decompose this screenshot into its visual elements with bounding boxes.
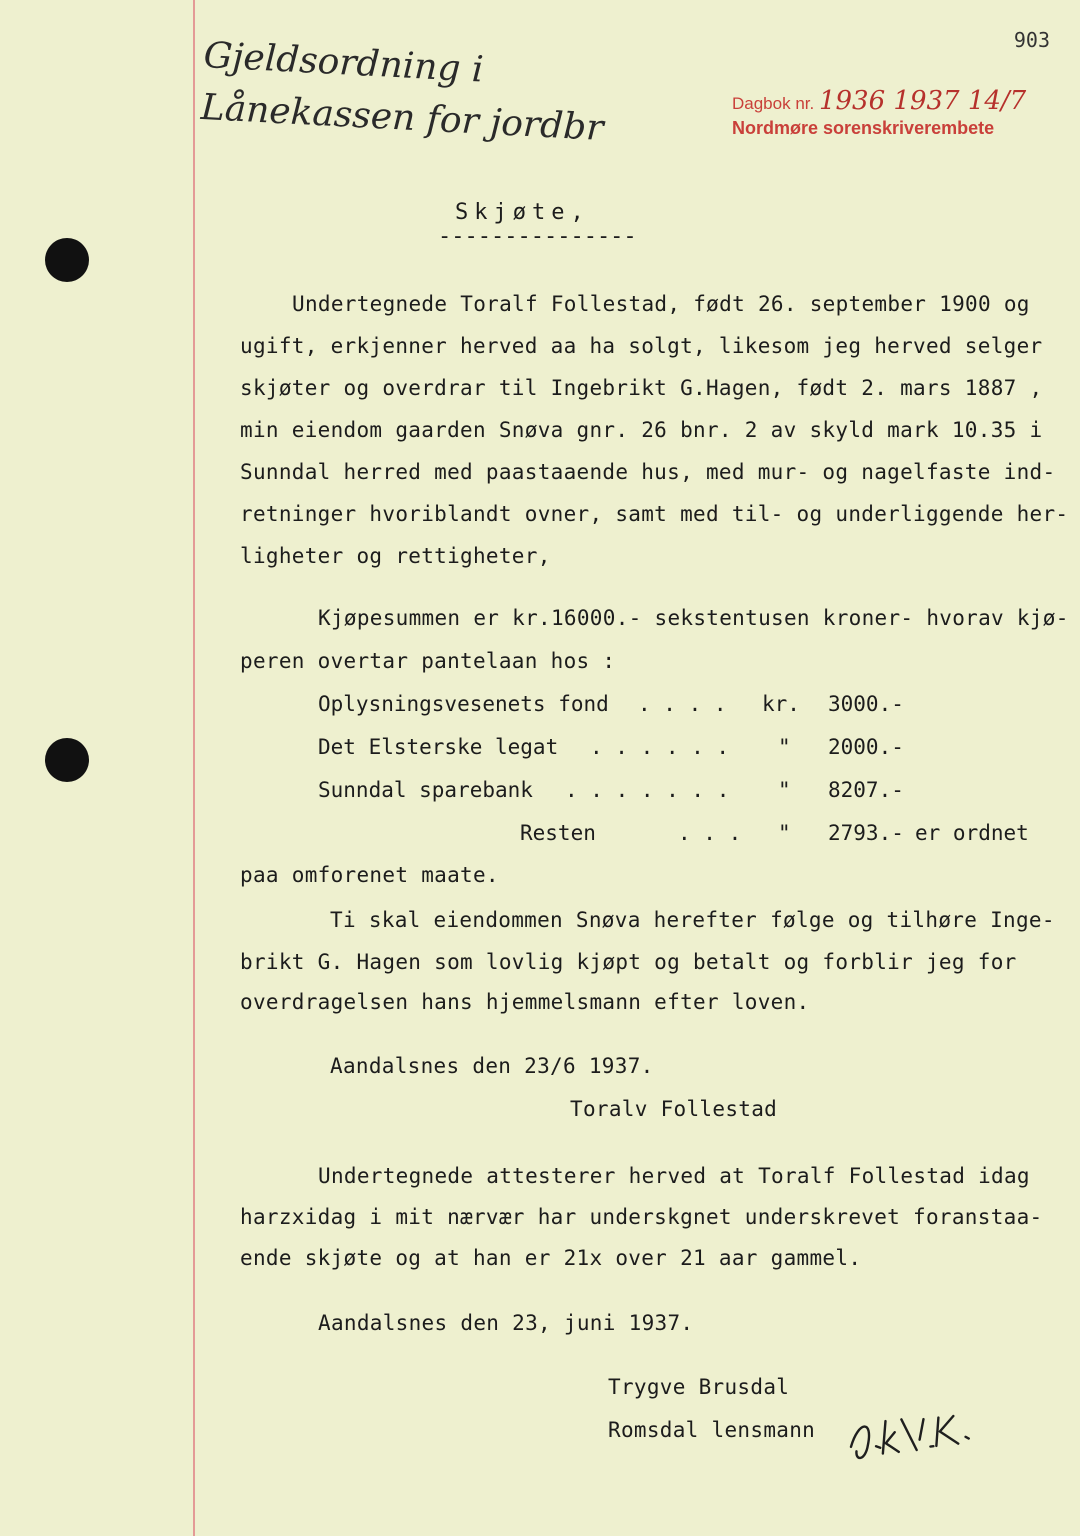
debt-amount: 3000.- <box>828 692 904 716</box>
handwritten-initials <box>843 1399 1027 1468</box>
text-line: min eiendom gaarden Snøva gnr. 26 bnr. 2 av skyld mark 10.35 i <box>240 418 1043 442</box>
debt-amount: 2793.- <box>828 821 904 845</box>
stamp-handwritten: 1936 1937 14/7 <box>818 86 1027 116</box>
debt-dots: . . . . . . <box>590 735 730 759</box>
debt-label: Det Elsterske legat <box>318 735 559 759</box>
margin-note <box>200 30 608 155</box>
signature-name: Toralv Follestad <box>570 1097 778 1121</box>
text-line: retninger hvoriblandt ovner, samt med til- og underliggende her- <box>240 502 1069 526</box>
place-date: Aandalsnes den 23, juni 1937. <box>318 1311 694 1335</box>
stamp-prefix: Dagbok nr. <box>732 94 815 113</box>
title-underline: --------------- <box>438 224 637 249</box>
debt-label: Resten <box>520 821 596 845</box>
debt-label: Oplysningsvesenets fond <box>318 692 609 716</box>
text-line: overdragelsen hans hjemmelsmann efter loven. <box>240 990 810 1014</box>
text-line: paa omforenet maate. <box>240 863 499 887</box>
debt-unit: " <box>778 735 791 759</box>
debt-unit: kr. <box>762 692 800 716</box>
text-line: skjøter og overdrar til Ingebrikt G.Hagen, født 2. mars 1887 , <box>240 376 1043 400</box>
debt-unit: " <box>778 778 791 802</box>
text-line: Sunndal herred med paastaaende hus, med mur- og nagelfaste ind- <box>240 460 1056 484</box>
stamp-line-1 <box>732 86 1026 116</box>
text-line: Undertegnede Toralf Follestad, født 26. september 1900 og <box>292 292 1030 316</box>
registry-stamp <box>732 86 1026 139</box>
margin-line <box>193 0 195 1536</box>
text-line: ugift, erkjenner herved aa ha solgt, likesom jeg herved selger <box>240 334 1043 358</box>
document-title: Skjøte, <box>455 200 590 225</box>
signature-name: Trygve Brusdal <box>608 1375 790 1399</box>
text-line: ende skjøte og at han er 21x over 21 aar gammel. <box>240 1246 862 1270</box>
place-date: Aandalsnes den 23/6 1937. <box>330 1054 654 1078</box>
margin-note-line: Lånekassen for jordbr <box>199 86 605 149</box>
debt-dots: . . . <box>678 821 742 845</box>
text-line: Undertegnede attesterer herved at Toralf Follestad idag <box>318 1164 1030 1188</box>
debt-unit: " <box>778 821 791 845</box>
text-line: Ti skal eiendommen Snøva herefter følge og tilhøre Inge- <box>330 908 1055 932</box>
margin-note-line: Gjeldsordning i <box>202 34 485 91</box>
debt-amount: 2000.- <box>828 735 904 759</box>
punch-hole <box>45 738 89 782</box>
debt-dots: . . . . . . . <box>565 778 730 802</box>
debt-label: Sunndal sparebank <box>318 778 533 802</box>
text-line: peren overtar pantelaan hos : <box>240 649 616 673</box>
text-line: ligheter og rettigheter, <box>240 544 551 568</box>
debt-tail: er ordnet <box>915 821 1029 845</box>
page-number: 903 <box>1013 28 1050 52</box>
stamp-line-2: Nordmøre sorenskriverembete <box>732 118 995 138</box>
text-line: brikt G. Hagen som lovlig kjøpt og betalt og forblir jeg for <box>240 950 1017 974</box>
debt-dots: . . . . <box>638 692 727 716</box>
text-line: harzxidag i mit nærvær har underskgnet underskrevet foranstaa- <box>240 1205 1043 1229</box>
punch-hole <box>45 238 89 282</box>
debt-amount: 8207.- <box>828 778 904 802</box>
text-line: Kjøpesummen er kr.16000.- sekstentusen kroner- hvorav kjø- <box>318 606 1069 630</box>
signature-title: Romsdal lensmann <box>608 1418 816 1442</box>
